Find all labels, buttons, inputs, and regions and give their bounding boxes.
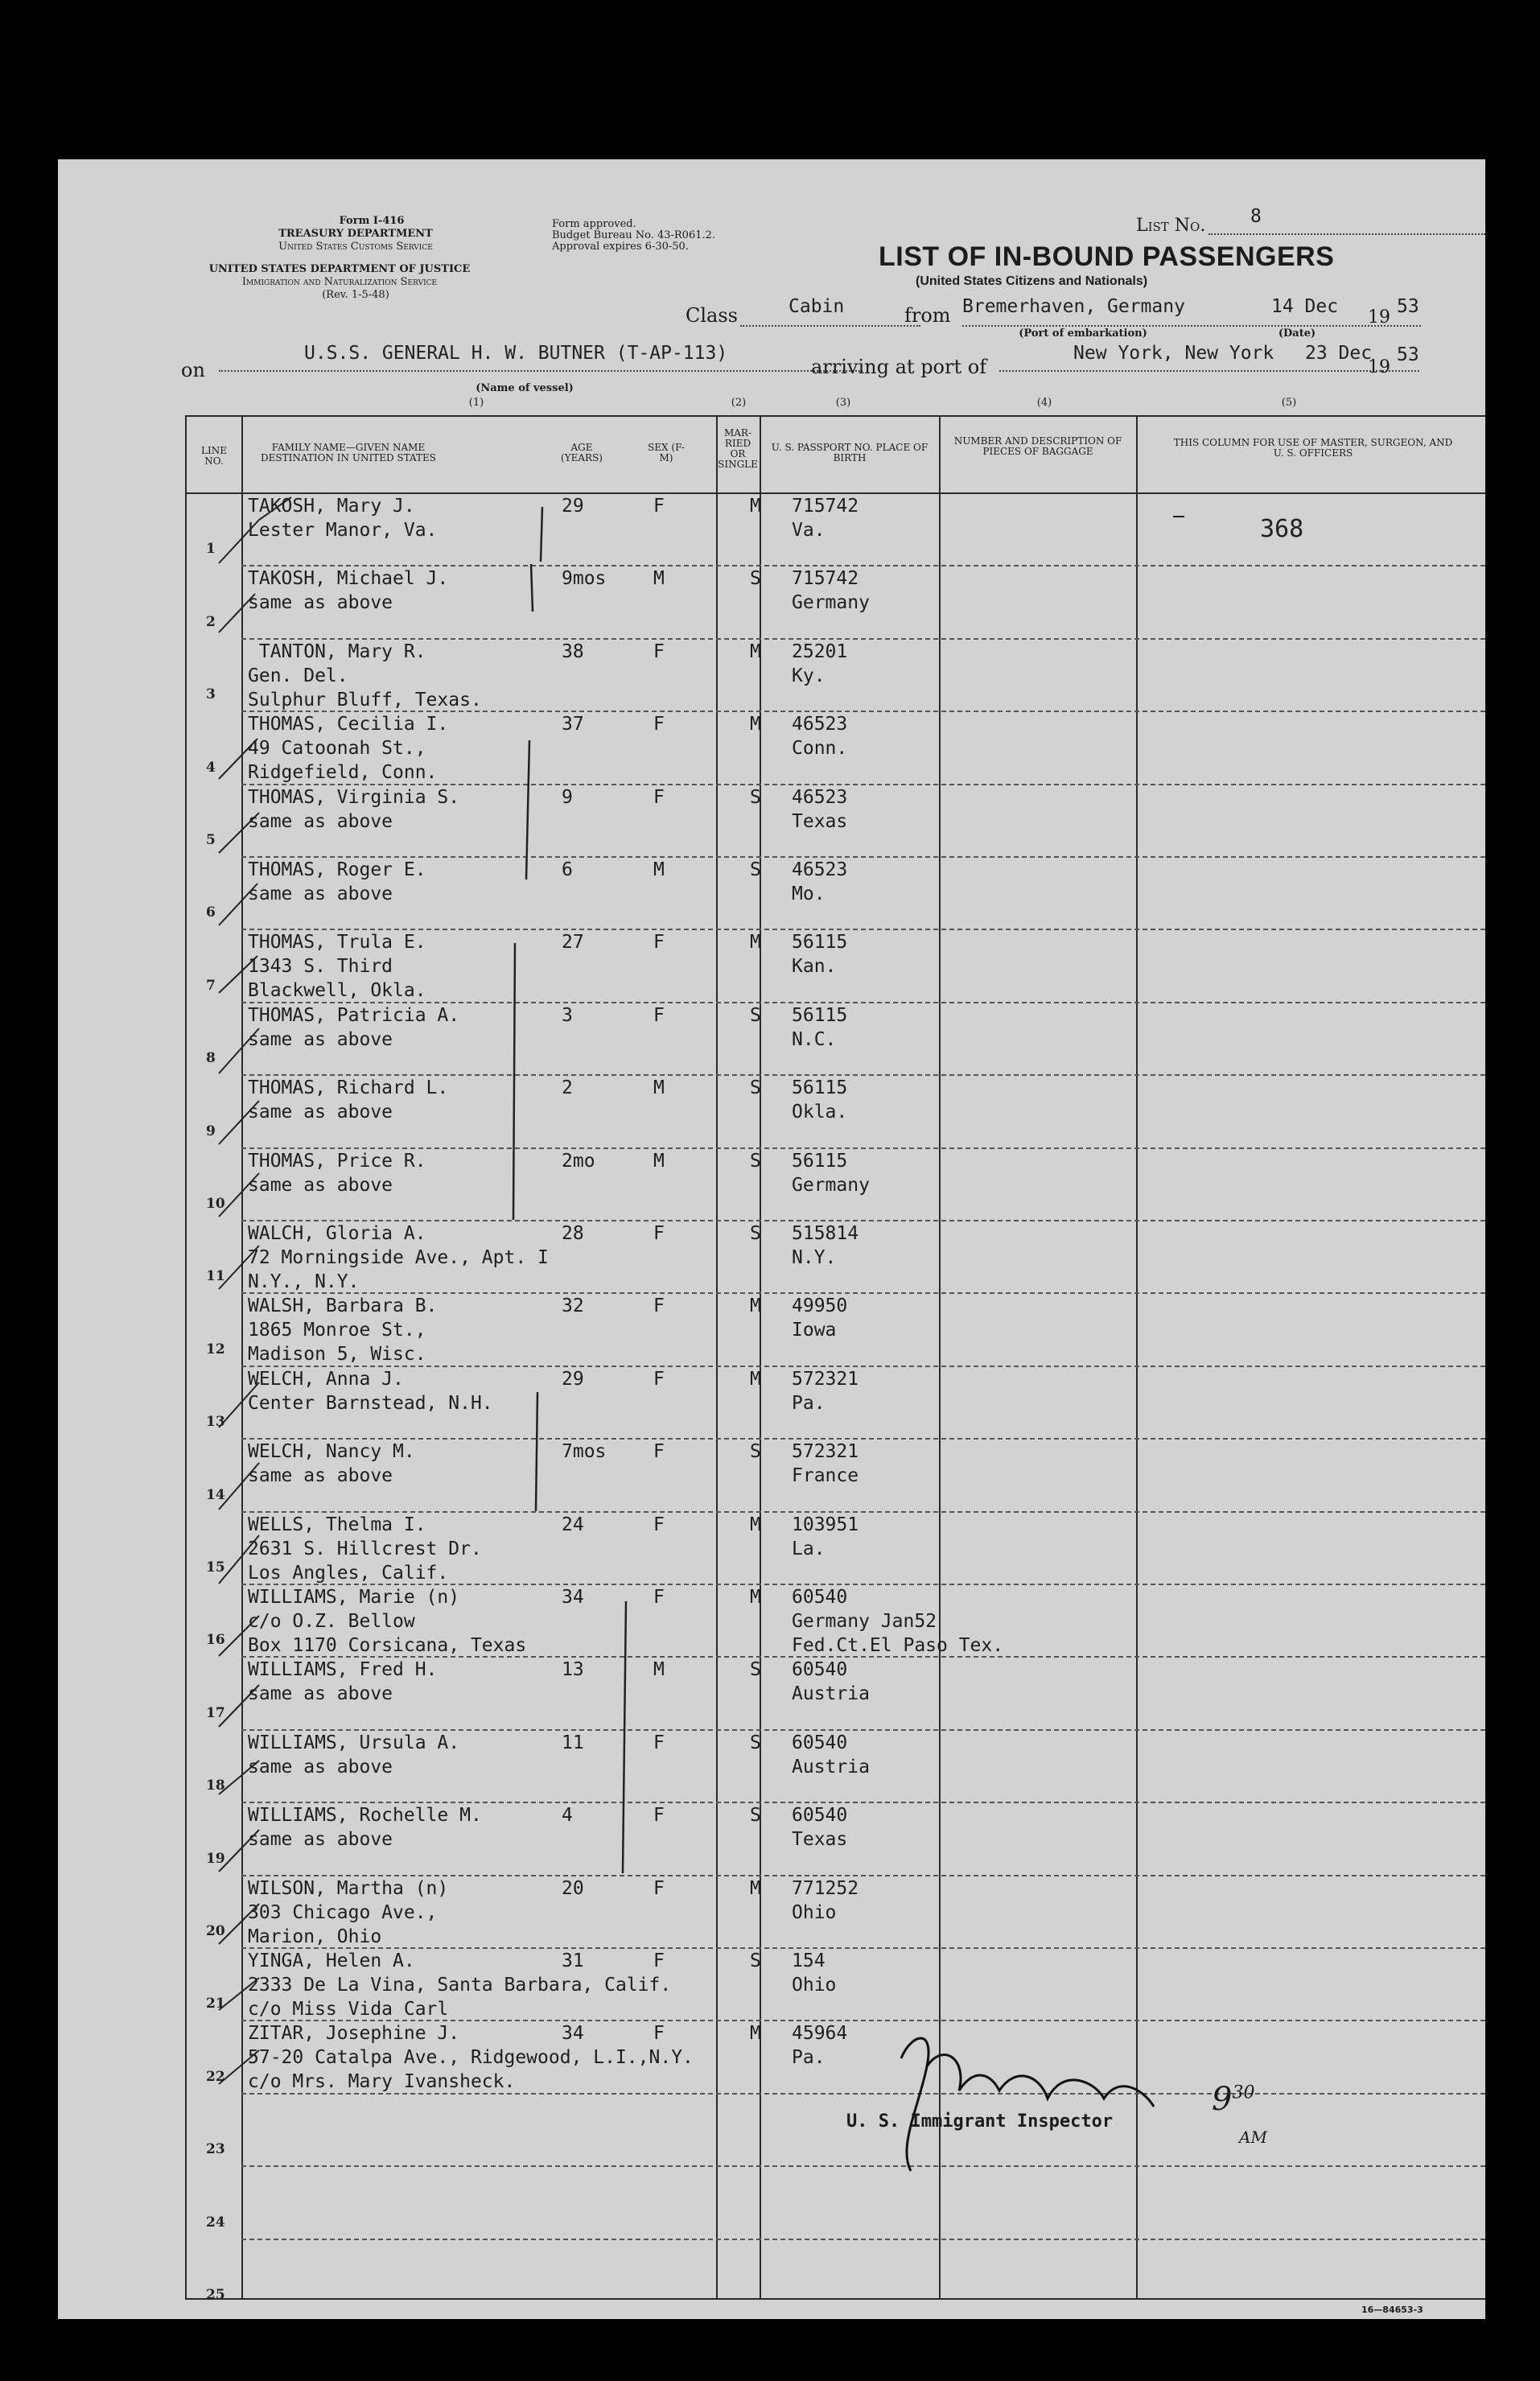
line-number: 23 (206, 2141, 225, 2158)
col-number: (4) (1036, 397, 1052, 409)
passenger-age: 2 (562, 1077, 573, 1099)
line-number: 8 (206, 1050, 216, 1067)
passport-number: 56115 (792, 1004, 848, 1026)
line-number: 4 (206, 759, 216, 776)
place-of-birth: Conn. (792, 738, 848, 760)
line-number: 14 (206, 1486, 225, 1503)
passenger-address: c/o Miss Vida Carl (248, 1999, 449, 2020)
passenger-address: Lester Manor, Va. (248, 520, 438, 541)
passenger-name: WELLS, Thelma I. (248, 1514, 426, 1535)
passenger-name: TAKOSH, Michael J. (248, 568, 449, 590)
line-number: 25 (206, 2287, 225, 2303)
passenger-age: 31 (562, 1951, 584, 1971)
header-married: MAR- RIED OR SINGLE (718, 427, 758, 470)
passenger-sex: F (653, 1441, 665, 1463)
expiry-line: Approval expires 6-30-50. (552, 241, 689, 253)
marital-status: M (750, 1587, 761, 1608)
passenger-sex: F (653, 1587, 665, 1608)
arrival-port: New York, New York (1073, 343, 1274, 364)
from-label: from (904, 304, 951, 327)
passenger-name: WELCH, Anna J. (248, 1368, 404, 1390)
place-of-birth: Germany Jan52 (792, 1611, 937, 1632)
line-number: 1 (206, 541, 216, 558)
arrival-field (999, 343, 1419, 372)
passport-number: 572321 (792, 1441, 859, 1463)
embark-port: Bremerhaven, Germany (962, 296, 1185, 317)
passenger-age: 28 (562, 1223, 584, 1244)
passenger-age: 6 (562, 859, 573, 880)
form-subtitle: (United States Citizens and Nationals) (916, 274, 1148, 288)
form-title: LIST OF IN-BOUND PASSENGERS (879, 241, 1335, 272)
passenger-sex: F (653, 1805, 665, 1827)
passenger-sex: F (653, 2023, 665, 2045)
passport-number: 715742 (792, 568, 859, 590)
inspector-ampm: AM (1239, 2128, 1267, 2147)
place-of-birth: La. (792, 1538, 826, 1559)
header-sex: SEX (F-M) (648, 442, 685, 463)
revision: (Rev. 1-5-48) (322, 289, 389, 301)
header-baggage: NUMBER AND DESCRIPTION OF PIECES OF BAGGAGE (953, 435, 1122, 457)
passenger-age: 2mo (562, 1150, 595, 1172)
arr-year: 53 (1397, 344, 1419, 365)
passenger-age: 34 (562, 1587, 584, 1608)
header-officers: THIS COLUMN FOR USE OF MASTER, SURGEON, AND U. S. OFFICERS (1173, 437, 1453, 459)
passenger-sex: F (653, 1368, 665, 1390)
from-field (962, 296, 1421, 327)
passenger-sex: M (653, 1150, 665, 1172)
row-separator (241, 856, 1485, 858)
passport-number: 56115 (792, 932, 848, 954)
marital-status: M (750, 714, 761, 735)
passenger-name: WILSON, Martha (n) (248, 1877, 449, 1899)
row-separator (241, 1220, 1485, 1221)
marital-status: S (750, 1951, 761, 1971)
passenger-sex: F (653, 1951, 665, 1971)
marital-status: S (750, 1441, 761, 1463)
passenger-age: 38 (562, 641, 584, 662)
list-no-value: 8 (1250, 206, 1262, 227)
marital-status: M (750, 1877, 761, 1899)
marital-status: M (750, 1296, 761, 1317)
row-separator (241, 1366, 1485, 1367)
place-of-birth: Pa. (792, 2047, 826, 2069)
on-label: on (181, 359, 205, 381)
passenger-address: Sulphur Bluff, Texas. (248, 689, 482, 711)
passenger-name: WILLIAMS, Rochelle M. (248, 1805, 482, 1827)
place-of-birth: Ky. (792, 665, 826, 686)
passenger-name: THOMAS, Trula E. (248, 932, 426, 954)
class-field (740, 296, 920, 327)
departure-date: 14 Dec (1271, 296, 1339, 317)
line-number: 18 (206, 1778, 225, 1794)
line-number: 7 (206, 977, 216, 994)
passport-number: 103951 (792, 1514, 859, 1535)
bracket-mark (531, 564, 533, 612)
embark-caption: (Port of embarkation) (1019, 327, 1147, 340)
col-divider (760, 415, 761, 2300)
dep-year: 53 (1397, 296, 1419, 317)
bracket-mark (536, 1392, 537, 1511)
passport-number: 60540 (792, 1587, 848, 1608)
passport-number: 60540 (792, 1732, 848, 1753)
passenger-address: Madison 5, Wisc. (248, 1344, 426, 1366)
passenger-age: 24 (562, 1514, 584, 1535)
passport-number: 49950 (792, 1296, 848, 1317)
footer-code: 16—84653-3 (1361, 2305, 1423, 2315)
row-separator (241, 1947, 1485, 1949)
line-number: 9 (206, 1123, 216, 1139)
passenger-age: 9 (562, 786, 573, 808)
bracket-mark (541, 507, 542, 562)
passenger-name: WILLIAMS, Fred H. (248, 1659, 438, 1681)
marital-status: S (750, 1004, 761, 1026)
passenger-address: same as above (248, 1174, 393, 1196)
marital-status: M (750, 2023, 761, 2045)
marital-status: S (750, 1659, 761, 1681)
marital-status: S (750, 1732, 761, 1753)
passenger-address: same as above (248, 1028, 393, 1050)
arriving-label: arriving at port of (811, 356, 987, 378)
row-separator (241, 2165, 1485, 2167)
place-of-birth: Germany (792, 592, 870, 614)
place-of-birth: Fed.Ct.El Paso Tex. (792, 1635, 1004, 1656)
passenger-address: Ridgefield, Conn. (248, 762, 438, 784)
marital-status: S (750, 786, 761, 808)
place-of-birth: Kan. (792, 956, 837, 978)
passenger-name: THOMAS, Virginia S. (248, 786, 460, 808)
place-of-birth: N.C. (792, 1028, 837, 1050)
bracket-mark (623, 1601, 626, 1873)
budget-line: Budget Bureau No. 43-R061.2. (552, 229, 716, 241)
marital-status: M (750, 641, 761, 662)
list-no-label: List No. (1136, 216, 1206, 236)
list-no-field (1209, 206, 1485, 235)
passenger-sex: M (653, 859, 665, 880)
passenger-sex: M (653, 1077, 665, 1099)
passport-number: 60540 (792, 1805, 848, 1827)
inspector-time-hour: 9 (1212, 2081, 1233, 2118)
passenger-age: 32 (562, 1296, 584, 1317)
inspector-time (1212, 2081, 1254, 2118)
arrival-date: 23 Dec (1305, 343, 1373, 364)
line-number: 6 (206, 904, 216, 921)
inspector-time-minutes: 30 (1232, 2082, 1255, 2103)
passenger-age: 9mos (562, 568, 607, 590)
row-separator (241, 1511, 1485, 1513)
place-of-birth: Okla. (792, 1102, 848, 1123)
col-number: (2) (731, 397, 747, 409)
passenger-sex: F (653, 1223, 665, 1244)
passenger-address: 57-20 Catalpa Ave., Ridgewood, L.I.,N.Y. (248, 2047, 694, 2069)
col-divider (716, 415, 718, 2300)
passenger-address: 303 Chicago Ave., (248, 1901, 438, 1923)
marital-status: S (750, 1223, 761, 1244)
approval-line: Form approved. (552, 218, 636, 230)
passenger-sex: M (653, 1659, 665, 1681)
passenger-name: WILLIAMS, Marie (n) (248, 1587, 460, 1608)
passenger-address: c/o O.Z. Bellow (248, 1611, 415, 1632)
marital-status: M (750, 496, 761, 517)
place-of-birth: Va. (792, 520, 826, 541)
vessel-field (219, 343, 863, 372)
table-bottom-border (185, 2298, 1485, 2300)
passport-number: 46523 (792, 859, 848, 880)
place-of-birth: Texas (792, 810, 848, 832)
passenger-address: Los Angles, Calif. (248, 1562, 449, 1584)
place-of-birth: Germany (792, 1174, 870, 1196)
passenger-age: 20 (562, 1877, 584, 1899)
passenger-address: 2631 S. Hillcrest Dr. (248, 1538, 482, 1559)
passenger-name: TAKOSH, Mary J. (248, 496, 415, 517)
place-of-birth: Ohio (792, 1975, 837, 1996)
row-separator (241, 2093, 1485, 2095)
line-number: 12 (206, 1341, 225, 1357)
col-number: (3) (835, 397, 851, 409)
passport-number: 46523 (792, 786, 848, 808)
passenger-address: same as above (248, 810, 393, 832)
passenger-sex: F (653, 1877, 665, 1899)
table-left-border (185, 415, 187, 2300)
passenger-address: N.Y., N.Y. (248, 1271, 360, 1292)
place-of-birth: Ohio (792, 1901, 837, 1923)
passenger-name: WALSH, Barbara B. (248, 1296, 438, 1317)
passport-number: 771252 (792, 1877, 859, 1899)
passenger-name: WALCH, Gloria A. (248, 1223, 426, 1244)
row-separator (241, 638, 1485, 640)
marital-status: S (750, 1805, 761, 1827)
passport-number: 46523 (792, 714, 848, 735)
marital-status: S (750, 1150, 761, 1172)
vessel-name: U.S.S. GENERAL H. W. BUTNER (T-AP-113) (304, 343, 728, 364)
treasury-dept: TREASURY DEPARTMENT (278, 228, 433, 240)
passenger-address: 49 Catoonah St., (248, 738, 426, 760)
arr-year-prefix: 19 (1368, 357, 1390, 377)
col-divider (1136, 415, 1138, 2300)
header-passport: U. S. PASSPORT NO. PLACE OF BIRTH (771, 442, 929, 463)
passenger-age: 29 (562, 1368, 584, 1390)
line-number: 19 (206, 1850, 225, 1867)
ins-service: Immigration and Naturalization Service (241, 276, 438, 288)
passenger-address: same as above (248, 1465, 393, 1487)
place-of-birth: Pa. (792, 1392, 826, 1414)
col-divider (939, 415, 941, 2300)
passenger-name: ZITAR, Josephine J. (248, 2023, 460, 2045)
vessel-caption: (Name of vessel) (476, 382, 574, 394)
passenger-age: 29 (562, 496, 584, 517)
passport-number: 715742 (792, 496, 859, 517)
passenger-address: 1343 S. Third (248, 956, 393, 978)
passenger-address: same as above (248, 1683, 393, 1705)
passenger-sex: F (653, 1296, 665, 1317)
line-number: 15 (206, 1559, 225, 1576)
passenger-sex: F (653, 496, 665, 517)
line-number: 20 (206, 1923, 225, 1939)
passenger-name: THOMAS, Cecilia I. (248, 714, 449, 735)
passenger-age: 7mos (562, 1441, 607, 1463)
passenger-name: TANTON, Mary R. (248, 641, 426, 662)
place-of-birth: Iowa (792, 1320, 837, 1341)
line-number: 21 (206, 1996, 225, 2012)
passenger-name: WILLIAMS, Ursula A. (248, 1732, 460, 1753)
class-label: Class (686, 304, 738, 327)
passenger-name: YINGA, Helen A. (248, 1951, 415, 1971)
officer-mark: 368 (1260, 515, 1304, 543)
passenger-address: 1865 Monroe St., (248, 1320, 426, 1341)
col-number: (5) (1281, 397, 1297, 409)
customs-service: United States Customs Service (278, 241, 433, 253)
passenger-sex: M (653, 568, 665, 590)
passenger-name: THOMAS, Richard L. (248, 1077, 449, 1099)
passenger-address: Center Barnstead, N.H. (248, 1392, 493, 1414)
place-of-birth: France (792, 1465, 859, 1487)
place-of-birth: Mo. (792, 884, 826, 904)
header-age: AGE (YEARS) (561, 442, 603, 463)
passenger-age: 3 (562, 1004, 573, 1026)
line-number: 10 (206, 1196, 225, 1212)
row-separator (241, 929, 1485, 930)
passenger-name: THOMAS, Roger E. (248, 859, 426, 880)
inspector-label: U. S. Immigrant Inspector (846, 2111, 1114, 2132)
line-number: 3 (206, 686, 216, 703)
passenger-address: same as above (248, 1829, 393, 1851)
class-value: Cabin (789, 296, 845, 317)
dep-year-prefix: 19 (1368, 307, 1390, 327)
row-separator (241, 2239, 1485, 2240)
line-number: 24 (206, 2214, 225, 2231)
passenger-age: 27 (562, 932, 584, 954)
col-number: (1) (468, 397, 484, 409)
passenger-address: Marion, Ohio (248, 1926, 382, 1947)
line-number: 2 (206, 613, 216, 630)
passport-number: 154 (792, 1951, 826, 1971)
place-of-birth: N.Y. (792, 1247, 837, 1268)
line-number: 5 (206, 832, 216, 848)
line-number: 17 (206, 1704, 225, 1721)
passenger-age: 34 (562, 2023, 584, 2045)
bracket-mark (513, 943, 515, 1220)
manifest-sheet (58, 159, 1485, 2319)
form-number: Form I-416 (339, 215, 405, 227)
marital-status: S (750, 859, 761, 880)
passenger-address: same as above (248, 884, 393, 904)
justice-dept: UNITED STATES DEPARTMENT OF JUSTICE (208, 263, 471, 275)
bracket-mark (526, 740, 529, 879)
passenger-sex: F (653, 1732, 665, 1753)
passenger-address: Blackwell, Okla. (248, 980, 426, 1002)
line-number: 13 (206, 1414, 225, 1431)
marital-status: S (750, 1077, 761, 1099)
passenger-address: 72 Morningside Ave., Apt. I (248, 1247, 549, 1268)
passport-number: 45964 (792, 2023, 848, 2045)
place-of-birth: Austria (792, 1683, 870, 1705)
passport-number: 60540 (792, 1659, 848, 1681)
passenger-sex: F (653, 1514, 665, 1535)
col-divider (241, 415, 243, 2300)
passenger-address: Gen. Del. (248, 665, 348, 686)
header-name: FAMILY NAME—GIVEN NAME DESTINATION IN UNITED STATES (261, 442, 436, 463)
passport-number: 515814 (792, 1223, 859, 1244)
passenger-name: WELCH, Nancy M. (248, 1441, 415, 1463)
date-caption: (Date) (1278, 327, 1316, 340)
passenger-address: Box 1170 Corsicana, Texas (248, 1635, 527, 1656)
passenger-address: same as above (248, 1756, 393, 1778)
marital-status: M (750, 1368, 761, 1390)
passenger-age: 11 (562, 1732, 584, 1753)
passport-number: 56115 (792, 1077, 848, 1099)
row-separator (241, 1438, 1485, 1440)
header-line-no: LINE NO. (201, 445, 227, 467)
row-separator (241, 1147, 1485, 1149)
line-number: 16 (206, 1632, 225, 1649)
passenger-address: same as above (248, 592, 393, 614)
passenger-sex: F (653, 641, 665, 662)
passenger-name: THOMAS, Patricia A. (248, 1004, 460, 1026)
passport-number: 572321 (792, 1368, 859, 1390)
passenger-sex: F (653, 1004, 665, 1026)
passenger-age: 13 (562, 1659, 584, 1681)
marital-status: S (750, 568, 761, 590)
passenger-sex: F (653, 714, 665, 735)
passenger-address: 2333 De La Vina, Santa Barbara, Calif. (248, 1975, 672, 1996)
passenger-address: c/o Mrs. Mary Ivansheck. (248, 2071, 516, 2093)
passenger-sex: F (653, 932, 665, 954)
passenger-address: same as above (248, 1102, 393, 1123)
passport-number: 56115 (792, 1150, 848, 1172)
marital-status: M (750, 932, 761, 954)
line-number: 22 (206, 2068, 225, 2085)
passenger-age: 37 (562, 714, 584, 735)
passenger-name: THOMAS, Price R. (248, 1150, 426, 1172)
passenger-age: 4 (562, 1805, 573, 1827)
table-top-border (185, 415, 1485, 417)
passenger-sex: F (653, 786, 665, 808)
marital-status: M (750, 1514, 761, 1535)
line-number: 11 (206, 1268, 225, 1285)
passport-number: 25201 (792, 641, 848, 662)
place-of-birth: Texas (792, 1829, 848, 1851)
place-of-birth: Austria (792, 1756, 870, 1778)
